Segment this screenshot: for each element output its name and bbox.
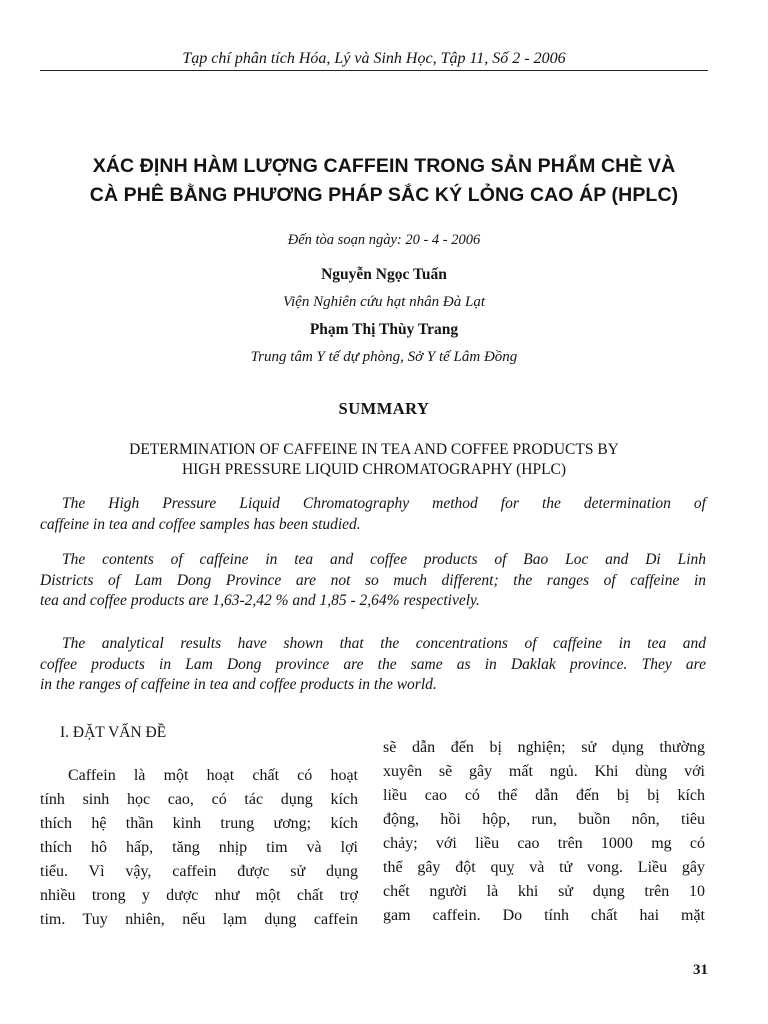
- body-line: tiểu. Vì vậy, caffein được sử dụng: [40, 863, 358, 880]
- body-column-left: [40, 764, 358, 932]
- author-2-name: Phạm Thị Thùy Trang: [309, 321, 459, 338]
- author-1-name: Nguyễn Ngọc Tuấn: [321, 266, 447, 283]
- article-title-line-2: CÀ PHÊ BẰNG PHƯƠNG PHÁP SẮC KÝ LỎNG CAO ÁP (HPLC): [89, 184, 679, 206]
- summary-p1-line: caffeine in tea and coffee samples has been studied.: [40, 515, 361, 533]
- summary-p1-line: The High Pressure Liquid Chromatography method for the determination of: [62, 495, 706, 512]
- body-line: tính sinh học cao, có tác dụng kích: [40, 791, 358, 808]
- body-line: chết người là khi sử dụng trên 10: [383, 883, 705, 900]
- body-line: sẽ dẫn đến bị nghiện; sử dụng thường: [383, 739, 705, 756]
- body-line: động, hồi hộp, run, buồn nôn, tiêu: [383, 811, 705, 828]
- summary-p3-line: coffee products in Lam Dong province are the same as in Daklak province. They are: [40, 655, 706, 673]
- body-column-right: [383, 736, 705, 928]
- body-line: thích hô hấp, tăng nhịp tim và lợi: [40, 839, 358, 856]
- summary-p3-line: in the ranges of caffeine in tea and coffee products in the world.: [40, 676, 437, 693]
- summary-p3-line: The analytical results have shown that the concentrations of caffeine in tea and: [62, 635, 706, 652]
- summary-paragraph-2: [40, 550, 706, 612]
- author-1-affiliation: Viện Nghiên cứu hạt nhân Đà Lạt: [282, 294, 486, 310]
- article-title-line-1: XÁC ĐỊNH HÀM LƯỢNG CAFFEIN TRONG SẢN PHẨM CHÈ VÀ: [92, 155, 676, 177]
- english-title: [40, 440, 708, 480]
- summary-p2-line: The contents of caffeine in tea and coffee products of Bao Loc and Di Linh: [62, 551, 706, 568]
- page-number: 31: [693, 962, 708, 978]
- received-date: Đến tòa soạn ngày: 20 - 4 - 2006: [287, 232, 481, 248]
- section-heading: I. ĐẶT VẤN ĐỀ: [60, 724, 167, 741]
- summary-p2-line: tea and coffee products are 1,63-2,42 % and 1,85 - 2,64% respectively.: [40, 592, 480, 609]
- body-line: Caffein là một hoạt chất có hoạt: [68, 767, 358, 784]
- body-line: thích hệ thần kinh trung ương; kích: [40, 815, 358, 832]
- body-line: liều cao có thể dẫn đến bị bị kích: [383, 787, 705, 804]
- body-line: nhiều trong y dược như một chất trợ: [40, 887, 358, 904]
- summary-paragraph-3: [40, 634, 706, 696]
- author-2-affiliation: Trung tâm Y tế dự phòng, Sở Y tế Lâm Đồng: [250, 349, 518, 365]
- english-title-line-1: DETERMINATION OF CAFFEINE IN TEA AND COFFEE PRODUCTS BY: [129, 441, 619, 458]
- summary-heading: SUMMARY: [338, 399, 430, 418]
- summary-p2-line: Districts of Lam Dong Province are not so much different; the ranges of caffeine in: [40, 571, 706, 589]
- journal-header: Tạp chí phân tích Hóa, Lý và Sinh Học, Tập 11, Số 2 - 2006: [40, 50, 708, 71]
- body-line: chảy; với liều cao trên 1000 mg có: [383, 835, 705, 852]
- english-title-line-2: HIGH PRESSURE LIQUID CHROMATOGRAPHY (HPLC): [181, 461, 567, 478]
- summary-paragraph-1: [40, 494, 706, 535]
- body-line: xuyên sẽ gây mất ngủ. Khi dùng với: [383, 763, 705, 780]
- body-line: gam caffein. Do tính chất hai mặt: [383, 907, 705, 924]
- body-line: thể gây đột quỵ và tử vong. Liều gây: [383, 859, 705, 876]
- body-line: tim. Tuy nhiên, nếu lạm dụng caffein: [40, 911, 358, 928]
- article-title: [30, 152, 738, 210]
